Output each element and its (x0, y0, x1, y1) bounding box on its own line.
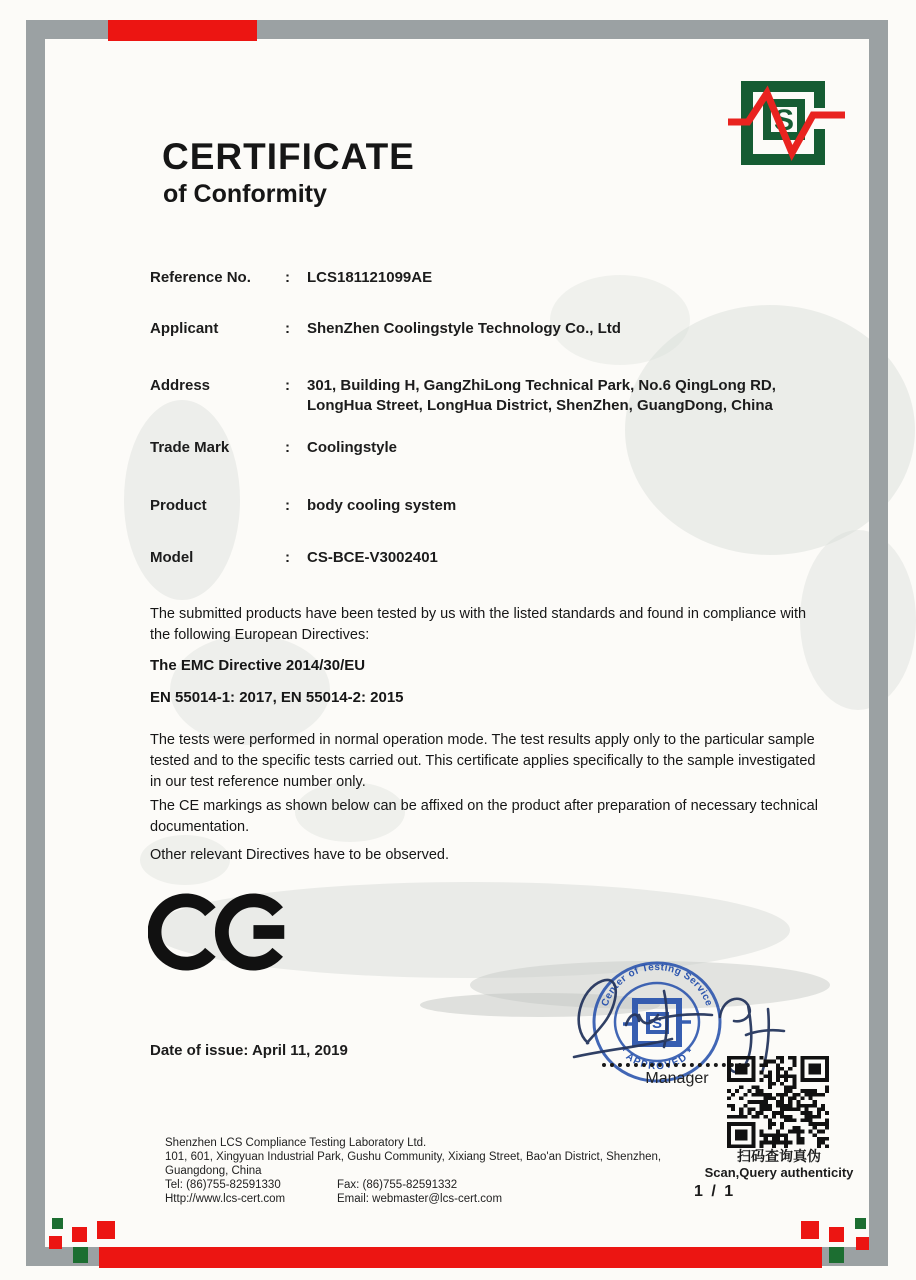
footer-fax: Fax: (86)755-82591332 (337, 1179, 458, 1191)
field-label: Product (150, 497, 207, 514)
field-label: Reference No. (150, 269, 251, 286)
decor-square (829, 1227, 844, 1242)
field-row-product (150, 496, 830, 516)
footer-company: Shenzhen LCS Compliance Testing Laboratory Ltd. (165, 1137, 427, 1149)
date-of-issue: Date of issue: April 11, 2019 (150, 1042, 348, 1059)
field-value: 301, Building H, GangZhiLong Technical Park, No.6 QingLong RD, LongHua Street, LongHua District, ShenZhen, GuangDong, China (307, 377, 776, 414)
svg-text:S: S (773, 104, 795, 137)
field-separator: : (285, 497, 290, 514)
decor-square (52, 1218, 63, 1229)
footer-address-line2: Guangdong, China (165, 1165, 262, 1177)
decor-square (72, 1227, 87, 1242)
other-directives-paragraph: Other relevant Directives have to be observed. (150, 847, 450, 863)
ce-marking-icon (148, 884, 294, 980)
field-row-trademark (150, 438, 830, 458)
signer-title: Manager (645, 1070, 709, 1087)
decor-square (73, 1247, 88, 1263)
decor-square (801, 1221, 819, 1239)
field-value: LCS181121099AE (307, 269, 433, 286)
lcs-logo-icon (723, 73, 888, 173)
certificate-title: CERTIFICATE (162, 136, 415, 177)
decor-square (97, 1221, 115, 1239)
footer-tel: Tel: (86)755-82591330 (165, 1179, 281, 1191)
ce-paragraph: The CE markings as shown below can be affixed on the product after preparation of necessary technical documentation. (150, 798, 818, 835)
footer-web: Http://www.lcs-cert.com (165, 1193, 286, 1205)
field-row-address (150, 376, 830, 416)
qr-code (727, 1056, 829, 1148)
stamp-arc-bottom-text: * APPROVED * (616, 1045, 698, 1073)
field-label: Address (150, 377, 211, 394)
field-separator: : (285, 549, 290, 566)
qr-caption-chinese: 扫码查询真伪 (737, 1148, 821, 1164)
field-label: Model (150, 549, 194, 566)
field-value: body cooling system (307, 497, 457, 514)
intro-paragraph: The submitted products have been tested by us with the listed standards and found in compliance with the following European Directives: (150, 606, 807, 643)
bottom-red-bar (99, 1247, 822, 1268)
qr-caption-english: Scan,Query authenticity (704, 1165, 854, 1180)
field-separator: : (285, 377, 290, 394)
field-label: Applicant (150, 320, 219, 337)
field-row-reference (150, 268, 830, 288)
field-separator: : (285, 439, 290, 456)
footer-address-line1: 101, 601, Xingyuan Industrial Park, Gushu Community, Xixiang Street, Bao'an District, Shenzhen, (165, 1151, 662, 1163)
decor-square (856, 1237, 869, 1250)
field-label: Trade Mark (150, 439, 230, 456)
standards-line: EN 55014-1: 2017, EN 55014-2: 2015 (150, 689, 404, 706)
field-value: Coolingstyle (307, 439, 398, 456)
decor-square (49, 1236, 62, 1249)
field-value: ShenZhen Coolingstyle Technology Co., Ltd (307, 320, 621, 337)
footer-block (165, 1136, 725, 1206)
field-row-applicant (150, 319, 830, 339)
field-separator: : (285, 320, 290, 337)
field-separator: : (285, 269, 290, 286)
field-value: CS-BCE-V3002401 (307, 549, 438, 566)
stamp-arc-top-text: Center of Testing Service (599, 961, 715, 1008)
certificate-subtitle: of Conformity (163, 180, 327, 208)
field-row-model (150, 548, 830, 568)
footer-email: Email: webmaster@lcs-cert.com (337, 1193, 503, 1205)
directive-line: The EMC Directive 2014/30/EU (150, 657, 366, 674)
stamp-center-letter: S (651, 1015, 663, 1032)
tests-paragraph: The tests were performed in normal operation mode. The test results apply only to the particular sample tested and to the specific tests carried out. This certificate applies specifically to the sample investigated in our test reference number only. (150, 732, 816, 790)
page-indicator: 1 / 1 (694, 1183, 736, 1200)
decor-square (855, 1218, 866, 1229)
decor-square (829, 1247, 844, 1263)
top-red-block (108, 20, 257, 41)
